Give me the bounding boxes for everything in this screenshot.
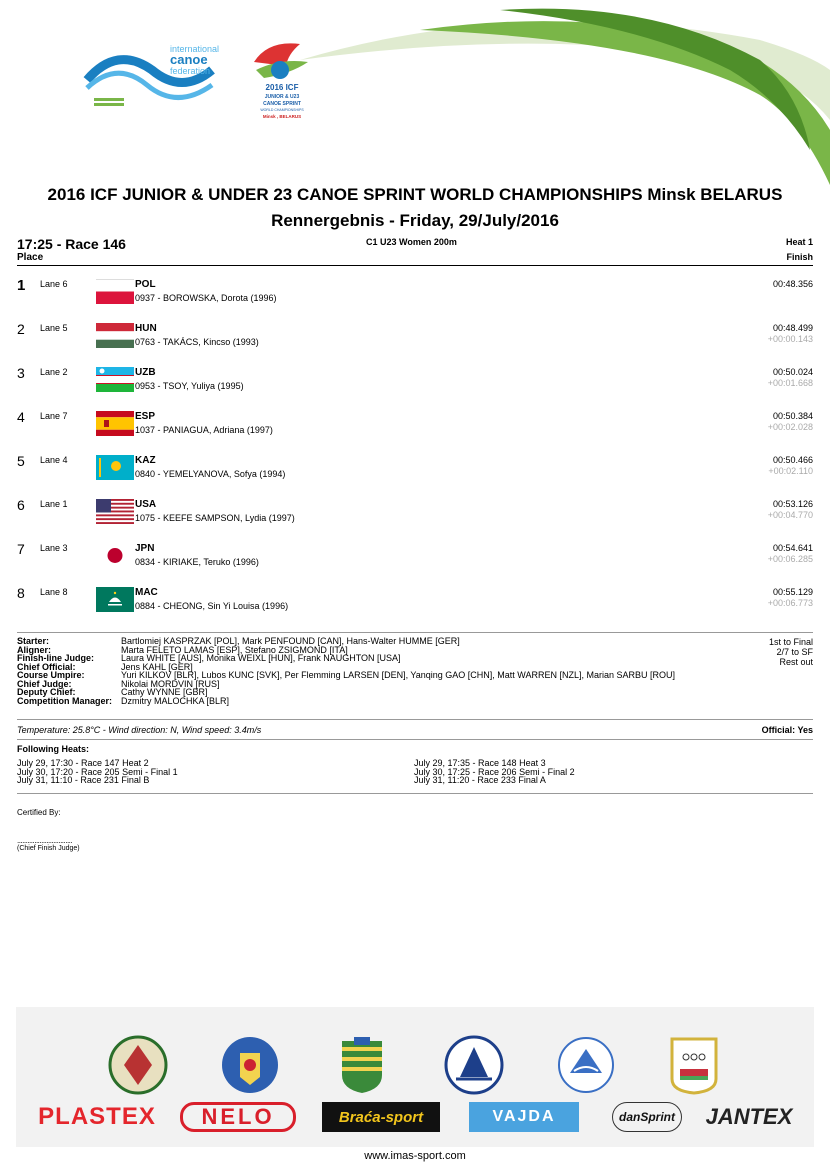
icf-logo-text-2: canoe xyxy=(170,52,208,67)
federation-emblem-5 xyxy=(556,1035,616,1095)
result-behind: +00:02.028 xyxy=(767,422,813,432)
result-athlete: 0884 - CHEONG, Sin Yi Louisa (1996) xyxy=(135,601,289,611)
result-nation: ESP xyxy=(135,411,156,422)
result-athlete: 0937 - BOROWSKA, Dorota (1996) xyxy=(135,293,277,303)
following-heat-item: July 30, 17:20 - Race 205 Semi - Final 1 xyxy=(17,766,178,777)
olympic-committee-emblem xyxy=(664,1035,724,1095)
result-lane: Lane 8 xyxy=(40,587,68,597)
flag-usa-icon xyxy=(96,499,134,524)
heat-label: Heat 1 xyxy=(785,237,813,247)
result-behind: +00:00.143 xyxy=(767,334,813,344)
official-names: Jens KAHL [GER] xyxy=(121,661,193,672)
race-time-label: 17:25 - Race 146 xyxy=(17,236,126,252)
official-names: Laura WHITE [AUS], Monika WEIXL [HUN], Frank NAUGHTON [USA] xyxy=(121,653,401,663)
following-heat-item: July 29, 17:30 - Race 147 Heat 2 xyxy=(17,758,149,768)
official-role: Course Umpire: xyxy=(17,670,85,680)
following-heat-item: July 31, 11:20 - Race 233 Final A xyxy=(414,775,546,785)
place-header: Place xyxy=(17,252,44,263)
result-lane: Lane 5 xyxy=(40,323,68,333)
result-row xyxy=(17,585,813,629)
result-place: 3 xyxy=(17,365,25,381)
official-line xyxy=(17,697,813,706)
page-subtitle: Rennergebnis - Friday, 29/July/2016 xyxy=(271,211,559,230)
coat-of-arms-emblem-2 xyxy=(220,1035,280,1095)
result-place: 5 xyxy=(17,453,25,469)
sponsor-logo-vajda: VAJDA xyxy=(469,1102,579,1132)
icf-logo xyxy=(82,40,232,120)
weather-info: Temperature: 25.8°C - Wind direction: N, Wind speed: 3.4m/s xyxy=(17,725,262,735)
official-role: Chief Judge: xyxy=(17,678,72,689)
following-heats-right xyxy=(414,759,575,785)
result-nation: USA xyxy=(135,499,157,510)
result-behind: +00:06.285 xyxy=(767,554,813,564)
weather-divider xyxy=(17,739,813,740)
following-heat-item: July 30, 17:25 - Race 206 Semi - Final 2 xyxy=(414,766,575,777)
icf-logo-text-1: international xyxy=(170,44,220,54)
result-lane: Lane 4 xyxy=(40,455,68,465)
result-place: 8 xyxy=(17,585,25,601)
flag-kaz-icon xyxy=(96,455,134,480)
footer-url[interactable]: www.imas-sport.com xyxy=(364,1150,466,1162)
qualification-rule: 2/7 to SF xyxy=(776,647,813,657)
official-names: Dzmitry MALOCHKA [BLR] xyxy=(121,695,230,706)
result-row xyxy=(17,453,813,497)
official-status: Official: Yes xyxy=(761,725,813,735)
signature-role: (Chief Finish Judge) xyxy=(17,845,80,852)
result-row xyxy=(17,277,813,321)
result-place: 7 xyxy=(17,541,25,557)
result-behind: +00:01.668 xyxy=(767,378,813,388)
result-place: 6 xyxy=(17,497,25,513)
icf-logo-text-3: federation xyxy=(170,66,211,76)
results-divider xyxy=(17,632,813,633)
following-heats-left xyxy=(17,759,178,785)
result-athlete: 0834 - KIRIAKE, Teruko (1996) xyxy=(135,557,259,567)
result-row xyxy=(17,409,813,453)
result-time: 00:55.129 xyxy=(772,587,813,597)
officials-list xyxy=(17,637,813,705)
champ-logo-text-5: Minsk , BELARUS xyxy=(262,114,302,119)
following-heat-item: July 29, 17:35 - Race 148 Heat 3 xyxy=(414,758,546,768)
event-name: C1 U23 Women 200m xyxy=(366,237,457,247)
official-names: Cathy WYNNE [GBR] xyxy=(121,687,208,697)
result-row xyxy=(17,365,813,409)
result-time: 00:54.641 xyxy=(772,543,813,553)
official-role: Finish-line Judge: xyxy=(17,653,95,663)
qualification-rule: 1st to Final xyxy=(768,637,813,647)
flag-mac-icon xyxy=(96,587,134,612)
result-row xyxy=(17,321,813,365)
coat-of-arms-emblem-1 xyxy=(108,1035,168,1095)
header-divider xyxy=(17,265,813,266)
champ-logo-text-1: 2016 ICF xyxy=(265,83,299,92)
result-lane: Lane 3 xyxy=(40,543,68,553)
coat-of-arms-emblem-3 xyxy=(332,1035,392,1095)
champ-logo-text-2: JUNIOR & U23 xyxy=(264,94,300,100)
result-nation: KAZ xyxy=(135,455,156,466)
result-lane: Lane 2 xyxy=(40,367,68,377)
result-behind: +00:04.770 xyxy=(767,510,813,520)
sponsor-logo-nelo: NELO xyxy=(180,1102,296,1132)
official-role: Chief Official: xyxy=(17,661,76,672)
result-lane: Lane 7 xyxy=(40,411,68,421)
result-behind: +00:06.773 xyxy=(767,598,813,608)
flag-hun-icon xyxy=(96,323,134,348)
result-time: 00:50.384 xyxy=(772,411,813,421)
flag-esp-icon xyxy=(96,411,134,436)
following-heat-item: July 31, 11:10 - Race 231 Final B xyxy=(17,775,150,785)
sponsor-banner xyxy=(16,1007,814,1147)
champ-logo-text-4: WORLD CHAMPIONSHIPS xyxy=(260,108,304,112)
result-lane: Lane 1 xyxy=(40,499,68,509)
result-nation: MAC xyxy=(135,587,158,598)
sponsor-logo-plastex: PLASTEX xyxy=(38,1103,156,1130)
official-names: Nikolai MORDVIN [RUS] xyxy=(121,678,220,689)
result-athlete: 0840 - YEMELYANOVA, Sofya (1994) xyxy=(135,469,286,479)
certified-label: Certified By: xyxy=(17,808,61,817)
result-time: 00:53.126 xyxy=(772,499,813,509)
qualification-rule: Rest out xyxy=(779,657,813,667)
result-time: 00:48.356 xyxy=(772,279,813,289)
result-row xyxy=(17,541,813,585)
officials-divider xyxy=(17,719,813,720)
result-place: 1 xyxy=(17,277,26,294)
champ-logo-text-3: CANOE SPRINT xyxy=(263,101,301,107)
result-athlete: 1075 - KEEFE SAMPSON, Lydia (1997) xyxy=(135,513,295,523)
official-role: Deputy Chief: xyxy=(17,687,76,697)
result-place: 4 xyxy=(17,409,25,425)
flag-jpn-icon xyxy=(96,543,134,568)
official-role: Competition Manager: xyxy=(17,695,113,706)
result-nation: UZB xyxy=(135,367,156,378)
official-role: Starter: xyxy=(17,636,50,646)
result-time: 00:50.024 xyxy=(772,367,813,377)
flag-pol-icon xyxy=(96,279,134,304)
qualification-rules xyxy=(769,637,813,667)
result-time: 00:48.499 xyxy=(772,323,813,333)
result-athlete: 0763 - TAKÁCS, Kincso (1993) xyxy=(135,337,259,347)
result-athlete: 0953 - TSOY, Yuliya (1995) xyxy=(135,381,244,391)
result-nation: JPN xyxy=(135,543,155,554)
result-athlete: 1037 - PANIAGUA, Adriana (1997) xyxy=(135,425,273,435)
result-behind: +00:02.110 xyxy=(768,466,813,476)
signature-line: ................................ xyxy=(17,836,73,845)
official-names: Marta FELETO LAMAS [ESP], Stefano ZSIGMOND [ITA] xyxy=(121,644,348,655)
official-names: Bartlomiej KASPRZAK [POL], Mark PENFOUND [CAN], Hans-Walter HUMME [GER] xyxy=(121,636,460,646)
result-lane: Lane 6 xyxy=(40,279,68,289)
finish-header: Finish xyxy=(786,252,813,262)
result-row xyxy=(17,497,813,541)
championship-logo xyxy=(250,40,314,130)
sponsor-logo-jantex: JANTEX xyxy=(705,1104,793,1129)
flag-uzb-icon xyxy=(96,367,134,392)
result-place: 2 xyxy=(17,321,25,337)
result-nation: POL xyxy=(135,279,156,290)
following-heats-header: Following Heats: xyxy=(17,744,89,754)
official-role: Aligner: xyxy=(17,644,52,655)
page-title: 2016 ICF JUNIOR & UNDER 23 CANOE SPRINT WORLD CHAMPIONSHIPS Minsk BELARUS xyxy=(47,185,783,204)
sponsor-logo-braca-sport: Braća-sport xyxy=(322,1102,440,1132)
heats-divider xyxy=(17,793,813,794)
federation-emblem-4 xyxy=(444,1035,504,1095)
result-nation: HUN xyxy=(135,323,157,334)
official-names: Yuri KILKOV [BLR], Lubos KUNC [SVK], Per Flemming LARSEN [DEN], Yanqing GAO [CHN], Matt WARREN [NZL], Marian SARBU [ROU] xyxy=(121,670,675,680)
result-time: 00:50.466 xyxy=(772,455,813,465)
sponsor-logo-dansprint: danSprint xyxy=(612,1102,682,1132)
